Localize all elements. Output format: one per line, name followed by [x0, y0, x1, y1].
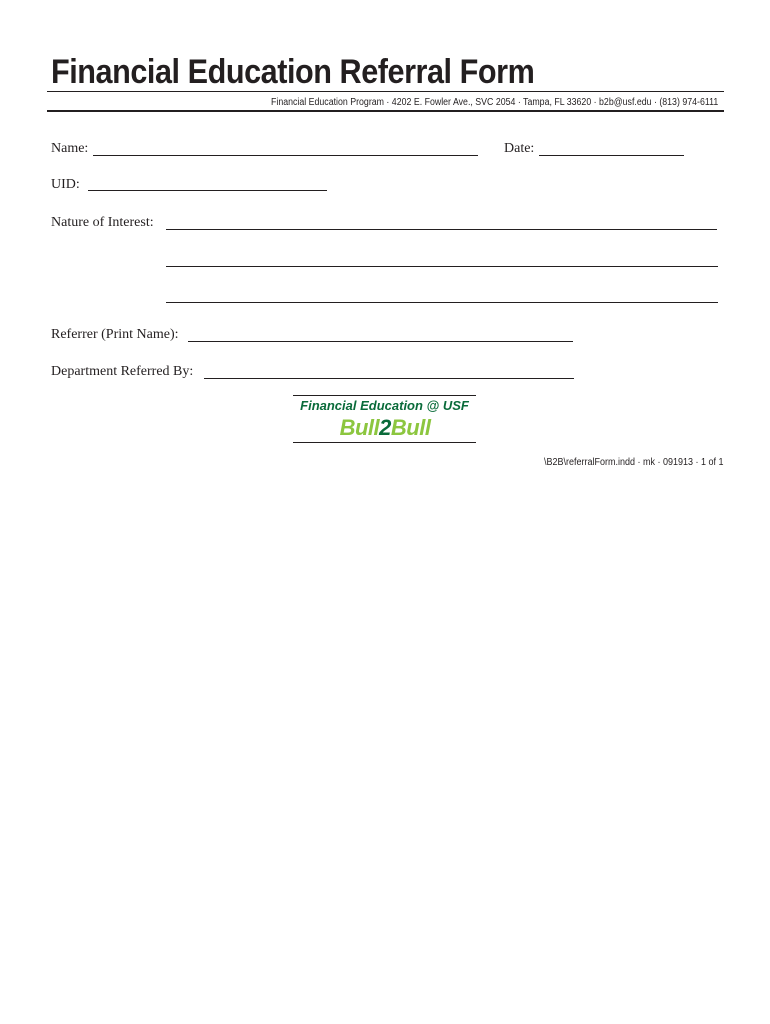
name-label: Name: — [51, 141, 89, 156]
logo-top-rule — [293, 395, 476, 396]
interest-label: Nature of Interest: — [51, 215, 154, 230]
date-field[interactable] — [539, 155, 684, 156]
interest-field-line-2[interactable] — [166, 266, 718, 267]
logo-brand-text: Bull2Bull — [339, 415, 431, 439]
header-top-rule — [47, 91, 724, 92]
department-field[interactable] — [204, 378, 574, 379]
file-info: \B2B\referralForm.indd · mk · 091913 · 1 of 1 — [544, 457, 724, 468]
interest-field-line-1[interactable] — [166, 229, 717, 230]
uid-label: UID: — [51, 177, 80, 192]
name-field[interactable] — [93, 155, 478, 156]
program-address: Financial Education Program · 4202 E. Fowler Ave., SVC 2054 · Tampa, FL 33620 · b2b@usf.edu · (813) 974-6111 — [270, 97, 718, 108]
department-label: Department Referred By: — [51, 364, 194, 379]
header-bottom-rule — [47, 110, 724, 112]
date-label: Date: — [504, 141, 535, 156]
referrer-field[interactable] — [188, 341, 573, 342]
form-title: Financial Education Referral Form — [51, 53, 535, 91]
interest-field-line-3[interactable] — [166, 302, 718, 303]
logo-bottom-rule — [293, 442, 476, 443]
referrer-label: Referrer (Print Name): — [51, 327, 179, 342]
usf-financial-education-logo — [293, 395, 476, 443]
uid-field[interactable] — [88, 190, 327, 191]
bull2bull-wordmark — [327, 415, 443, 439]
logo-tagline: Financial Education @ USF — [300, 398, 469, 413]
